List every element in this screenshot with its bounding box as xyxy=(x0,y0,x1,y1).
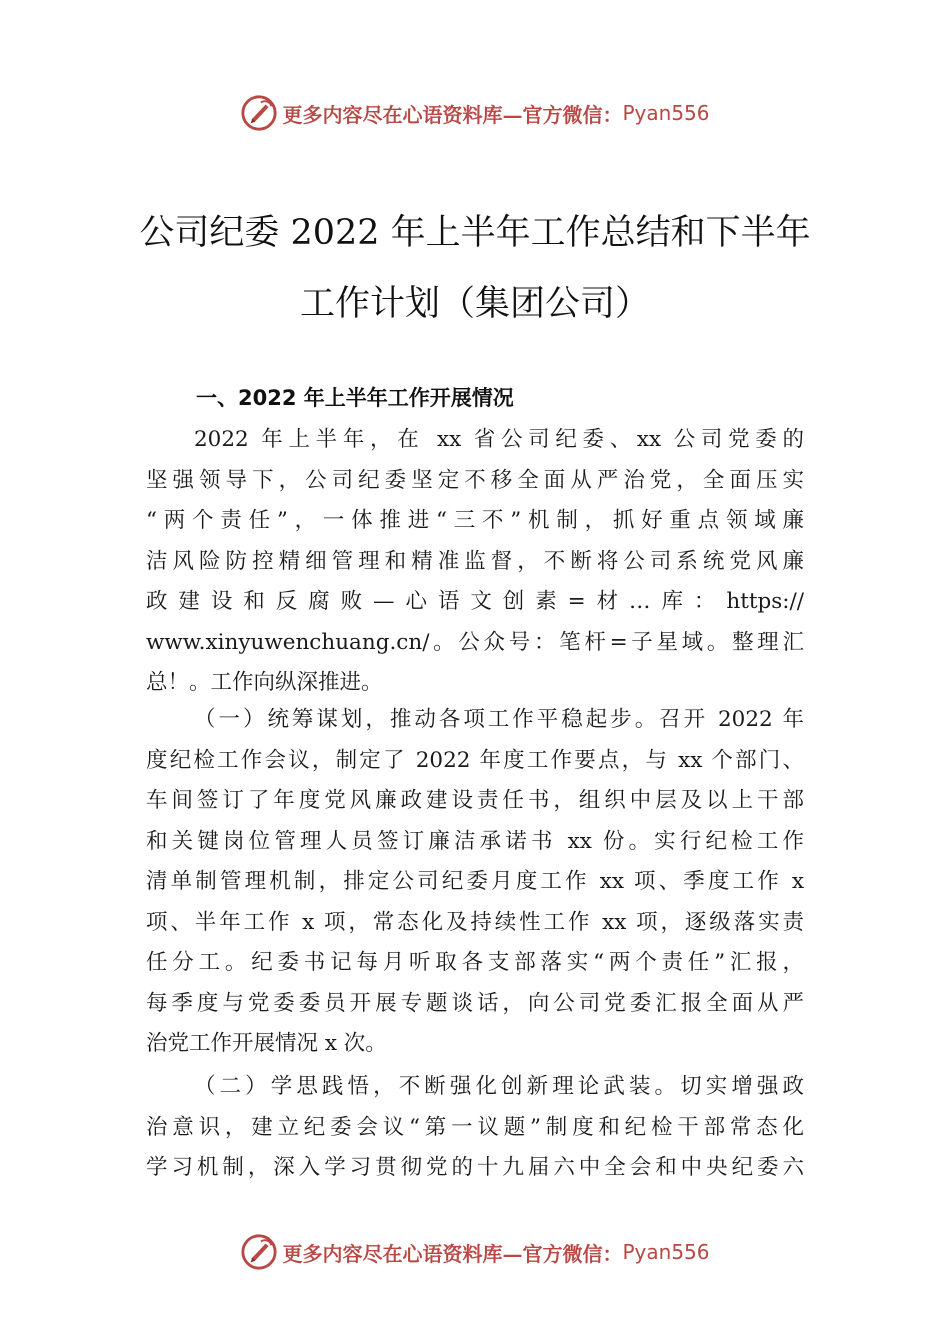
text-line: （二）学思践悟，不断强化创新理论武装。切实增强政 xyxy=(194,1074,804,1099)
text-line: 治党工作开展情况 x 次。 xyxy=(146,1031,387,1056)
text-line: “两个责任”，一体推进“三不”机制，抓好重点领域廉 xyxy=(146,508,804,533)
text-line: 和关键岗位管理人员签订廉洁承诺书 xx 份。实行纪检工作 xyxy=(146,828,804,854)
text-line: 车间签订了年度党风廉政建设责任书，组织中层及以上干部 xyxy=(146,788,804,813)
body-paragraph-2 xyxy=(146,700,804,1065)
watermark-wechat-id: Pyan556 xyxy=(622,1240,710,1264)
text-line: 2022 年上半年，在 xx 省公司纪委、xx 公司党委的 xyxy=(194,427,804,452)
watermark-text: 更多内容尽在心语资料库—官方微信： xyxy=(282,102,623,127)
document-title-line-1: 公司纪委 2022 年上半年工作总结和下半年 xyxy=(139,213,811,253)
watermark-text: 更多内容尽在心语资料库—官方微信： xyxy=(282,1241,623,1266)
text-line: 治意识，建立纪委会议“第一议题”制度和纪检干部常态化 xyxy=(146,1114,804,1140)
section-heading: 一、2022 年上半年工作开展情况 xyxy=(196,386,514,410)
text-line: 洁风险防控精细管理和精准监督，不断将公司系统党风廉 xyxy=(146,548,804,574)
pen-seal-logo-icon xyxy=(240,94,278,132)
pen-seal-logo-icon xyxy=(240,1233,278,1271)
text-line: 项、半年工作 x 项，常态化及持续性工作 xx 项，逐级落实责 xyxy=(146,909,804,935)
text-line: 任分工。纪委书记每月听取各支部落实“两个责任”汇报， xyxy=(146,950,804,975)
watermark-banner-top xyxy=(0,93,950,133)
watermark-wechat-id: Pyan556 xyxy=(622,101,710,125)
body-paragraph-1 xyxy=(146,420,804,704)
watermark-banner-bottom xyxy=(0,1232,950,1272)
text-line: www.xinyuwenchuang.cn/。公众号：笔杆=子星域。整理汇 xyxy=(146,629,804,655)
text-line: 学习机制，深入学习贯彻党的十九届六中全会和中央纪委六 xyxy=(146,1155,804,1180)
text-line: 每季度与党委委员开展专题谈话，向公司党委汇报全面从严 xyxy=(146,990,804,1016)
text-line: 总！。工作向纵深推进。 xyxy=(146,670,383,695)
body-paragraph-3 xyxy=(146,1067,804,1189)
text-line: （一）统筹谋划，推动各项工作平稳起步。召开 2022 年 xyxy=(194,707,804,732)
text-line: 度纪检工作会议，制定了 2022 年度工作要点，与 xx 个部门、 xyxy=(146,747,804,773)
text-line: 政建设和反腐败—心语文创素=材…库：https:// xyxy=(146,589,804,614)
document-title-line-2: 工作计划（集团公司） xyxy=(299,284,650,324)
text-line: 坚强领导下，公司纪委坚定不移全面从严治党，全面压实 xyxy=(146,467,804,493)
text-line: 清单制管理机制，排定公司纪委月度工作 xx 项、季度工作 x xyxy=(146,869,804,894)
